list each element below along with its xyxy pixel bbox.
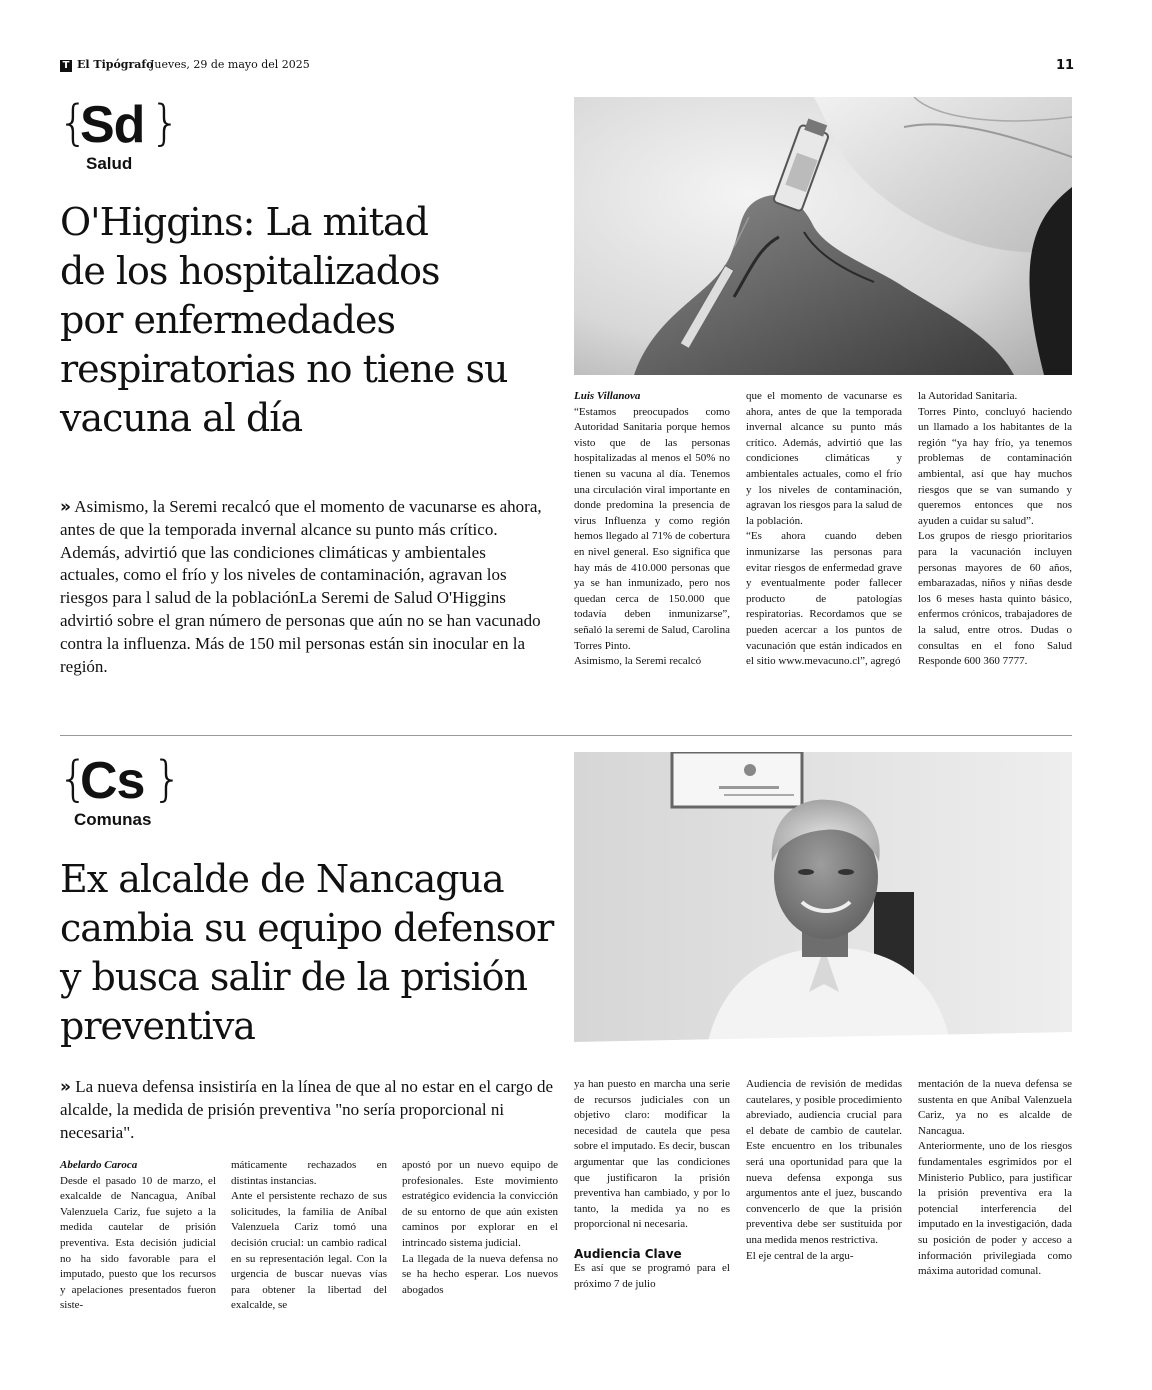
paragraph: Es así que se programó para el próximo 7 de julio (574, 1261, 730, 1290)
headline-line: vacuna al día (60, 396, 303, 440)
byline: Luis Villanova (574, 390, 641, 402)
headline-line: O'Higgins: La mitad (60, 200, 428, 244)
page-number: 11 (1056, 58, 1075, 73)
headline-line: y busca salir de la prisión (60, 955, 527, 999)
article-2-column-3 (402, 1158, 558, 1298)
section-tag-name: Salud (86, 154, 133, 173)
section-brace-open: { (58, 95, 89, 151)
section-brace-close: } (152, 751, 183, 807)
paragraph: Desde el pasado 10 de marzo, el exalcalde de Nancagua, Aníbal Valenzuela Cariz, fue sujeto a la medida cautelar de prisión preventiva. Esta decisión judicial no ha sido favorable para el imputado, puesto que los recursos y apelaciones presentados fueron siste- (60, 1174, 216, 1312)
section-tag-code: Cs (80, 752, 145, 810)
issue-date: Jueves, 29 de mayo del 2025 (150, 58, 310, 71)
paragraph: “Es ahora cuando deben inmunizarse las personas para evitar riesgos de enfermedad grave y eventualmente poder fallecer producto de patologías respiratorias. Recordamos que se pueden acercar a los puntos de vacunación que están indicados en el sitio www.mevacuno.cl”, agregó (746, 530, 902, 668)
article-1-column-2 (746, 389, 902, 670)
headline-article-2 (60, 855, 560, 1051)
article-2-column-1 (60, 1158, 216, 1314)
article-1-column-3 (918, 389, 1072, 670)
headline-line: por enfermedades (60, 298, 395, 342)
paragraph: Torres Pinto, concluyó haciendo un llamado a los habitantes de la región “ya hay frío, ya tenemos problemas de contaminación ambiental, así que hay muchos riesgos que se van sumando y queremos entonces que nos ayuden a cuidar su salud”. (918, 405, 1072, 527)
lede-text: Asimismo, la Seremi recalcó que el momento de vacunarse es ahora, antes de que la temporada invernal alcance su punto más crítico. Además, advirtió que las condiciones climáticas y ambientales actuales, como el frío y los niveles de contaminación, agravan los riesgos para l salud de la poblaciónLa Seremi de Salud O'Higgins advirtió sobre el gran número de personas que aún no se han vacunado contra la influenza. Más de 150 mil personas están sin inocular en la región. (60, 497, 542, 676)
article-divider (60, 735, 1072, 736)
paragraph: máticamente rechazados en distintas instancias. (231, 1159, 387, 1187)
photo-ex-alcalde (574, 752, 1072, 1064)
article-2-column-5 (746, 1077, 902, 1264)
article-2-column-4 (574, 1077, 730, 1292)
section-tag-code: Sd (80, 96, 145, 154)
headline-article-1 (60, 198, 560, 443)
lede-marker-icon: » (60, 497, 71, 517)
paragraph: apostó por un nuevo equipo de profesionales. Este movimiento estratégico evidencia la convicción de su entorno de que aún existen caminos por explorar en el intrincado sistema judicial. (402, 1159, 558, 1249)
subheading: Audiencia Clave (574, 1246, 682, 1261)
paragraph: ya han puesto en marcha una serie de recursos judiciales con un objetivo claro: modificar la necesidad de cautela que pesa sobre el imputado. Es decir, buscan argumentar que las condiciones que justificaron la prisión preventiva han cambiado, y por lo tanto, la medida ya no es proporcional ni necesaria. (574, 1078, 730, 1231)
publication-logo-icon: T (60, 60, 72, 72)
article-2-column-6 (918, 1077, 1072, 1280)
lede-article-1 (60, 496, 546, 678)
paragraph: Ante el persistente rechazo de sus solicitudes, la familia de Aníbal Valenzuela Cariz tomó una decisión crucial: un cambio radical en su representación legal. Con la urgencia de buscar nuevas vías para obtener la libertad del exalcalde, se (231, 1190, 387, 1312)
headline-line: de los hospitalizados (60, 249, 440, 293)
portrait-photo-illustration (574, 752, 1072, 1064)
byline: Abelardo Caroca (60, 1159, 138, 1171)
paragraph: la Autoridad Sanitaria. (918, 390, 1018, 402)
paragraph: que el momento de vacunarse es ahora, antes de que la temporada invernal alcance su punto más crítico. Además, advirtió que las condiciones climáticas y ambientales actuales, como el frío y los niveles de contaminación, agravan los riesgos para la salud de la población. (746, 390, 902, 527)
paragraph: mentación de la nueva defensa se sustenta en que Aníbal Valenzuela Cariz, ya no es alcalde de Nancagua. (918, 1078, 1072, 1137)
headline-line: preventiva (60, 1004, 255, 1048)
publication-name: El Tipógrafo (77, 58, 154, 71)
section-tag-name: Comunas (74, 810, 152, 829)
section-brace-close: } (150, 95, 181, 151)
headline-line: Ex alcalde de Nancagua (60, 857, 504, 901)
article-1-column-1 (574, 389, 730, 670)
article-2-column-2 (231, 1158, 387, 1314)
lede-marker-icon: » (60, 1077, 71, 1097)
lede-text: La nueva defensa insistiría en la línea de que al no estar en el cargo de alcalde, la medida de prisión preventiva "no sería proporcional ni necesaria". (60, 1077, 554, 1142)
paragraph: El eje central de la argu- (746, 1249, 854, 1262)
paragraph: La llegada de la nueva defensa no se ha hecho esperar. Los nuevos abogados (402, 1252, 558, 1296)
section-brace-open: { (58, 751, 89, 807)
headline-line: respiratorias no tiene su (60, 347, 508, 391)
headline-line: cambia su equipo defensor (60, 906, 554, 950)
paragraph: “Estamos preocupados como Autoridad Sanitaria porque hemos visto que de las personas hospitalizadas al menos el 50% no tienen su vacuna al día. Tenemos una circulación viral importante en donde predomina la presencia de virus Influenza y como región hemos llegado al 71% de cobertura en nivel general. Eso significa que hay más de 410.000 personas que ya se han inmunizado, pero nos quedan cerca de 150.000 que todavía deben inmunizarse”, señaló la seremi de Salud, Carolina Torres Pinto. (574, 405, 730, 652)
photo-vaccine (574, 97, 1072, 375)
vaccine-photo-illustration (574, 97, 1072, 375)
paragraph: Los grupos de riesgo prioritarios para la vacunación incluyen personas mayores de 60 años, embarazadas, niños y niñas desde los 6 meses hasta quinto básico, enfermos crónicos, trabajadores de la salud, entre otros. Dudas o consultas en el fono Salud Responde 600 360 7777. (918, 530, 1072, 668)
paragraph: Audiencia de revisión de medidas cautelares, y posible procedimiento abreviado, audiencia crucial para el debate de cambio de cautelar. Este encuentro en los tribunales será una oportunidad para que la nueva defensa exponga sus argumentos ante el juez, buscando convencerlo de que la prisión preventiva debe ser sustituida por una medida menos restrictiva. (746, 1078, 902, 1246)
paragraph: Anteriormente, uno de los riesgos fundamentales esgrimidos por el Ministerio Publico, para justificar la prisión preventiva era la potencial interferencia del imputado en la investigación, dada su posición de poder y acceso a información privilegiada como máxima autoridad comunal. (918, 1140, 1072, 1278)
paragraph: Asimismo, la Seremi recalcó (574, 655, 702, 668)
lede-article-2 (60, 1076, 560, 1144)
